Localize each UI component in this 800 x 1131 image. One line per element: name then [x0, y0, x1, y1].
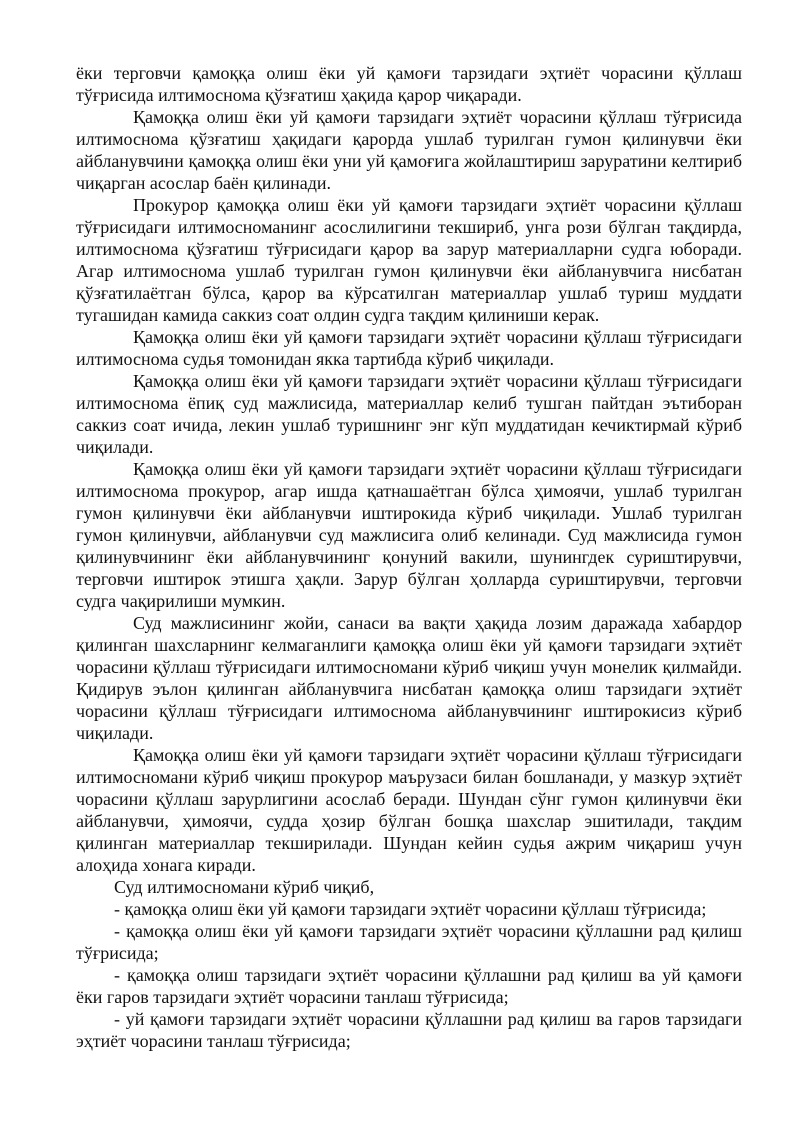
list-item: - қамоққа олиш ёки уй қамоғи тарзидаги эҳтиёт чорасини қўллашни рад қилиш тўғрисида; — [76, 921, 742, 963]
paragraph-continuation: ёки терговчи қамоққа олиш ёки уй қамоғи тарзидаги эҳтиёт чорасини қўллаш тўғрисида илтимоснома қўзғатиш ҳақида қарор чиқаради. — [76, 63, 742, 105]
list-item: - қамоққа олиш тарзидаги эҳтиёт чорасини қўллашни рад қилиш ва уй қамоғи ёки гаров тарзидаги эҳтиёт чорасини танлаш тўғрисида; — [76, 965, 742, 1007]
paragraph: Қамоққа олиш ёки уй қамоғи тарзидаги эҳтиёт чорасини қўллаш тўғрисидаги илтимоснома прокурор, агар ишда қатнашаётган бўлса ҳимоячи, ушлаб турилган гумон қилинувчи ёки айбланувчи иштирокида кўриб чиқилади. Ушлаб турилган гумон қилинувчи, айбланувчи суд мажлисига олиб келинади. Суд мажлисида гумон қилинувчининг ёки айбланувчининг қонуний вакили, шунингдек суриштирувчи, терговчи иштирок этишга ҳақли. Зарур бўлган ҳолларда суриштирувчи, терговчи судга чақирилиши мумкин. — [76, 459, 742, 611]
list-lead-in: Суд илтимосномани кўриб чиқиб, — [114, 877, 375, 897]
paragraph: Прокурор қамоққа олиш ёки уй қамоғи тарзидаги эҳтиёт чорасини қўллаш тўғрисидаги илтимосноманинг асослилигини текшириб, унга рози бўлган тақдирда, илтимоснома қўзғатиш тўғрисидаги қарор ва зарур материалларни судга юборади. Агар илтимоснома ушлаб турилган гумон қилинувчи ёки айбланувчига нисбатан қўзғатилаётган бўлса, қарор ва кўрсатилган материаллар ушлаб туриш муддати тугашидан камида саккиз соат олдин судга тақдим қилиниши керак. — [76, 195, 742, 325]
paragraph: Қамоққа олиш ёки уй қамоғи тарзидаги эҳтиёт чорасини қўллаш тўғрисидаги илтимоснома судья томонидан якка тартибда кўриб чиқилади. — [76, 327, 742, 369]
paragraph: Қамоққа олиш ёки уй қамоғи тарзидаги эҳтиёт чорасини қўллаш тўғрисидаги илтимосномани кўриб чиқиш прокурор маърузаси билан бошланади, у мазкур эҳтиёт чорасини қўллаш зарурлигини асослаб беради. Шундан сўнг гумон қилинувчи ёки айбланувчи, ҳимоячи, судда ҳозир бўлган бошқа шахслар эшитилади, тақдим қилинган материаллар текширилади. Шундан кейин судья ажрим чиқариш учун алоҳида хонага киради. — [76, 745, 742, 875]
list-item: - қамоққа олиш ёки уй қамоғи тарзидаги эҳтиёт чорасини қўллаш тўғрисида; — [114, 899, 707, 919]
paragraph: Қамоққа олиш ёки уй қамоғи тарзидаги эҳтиёт чорасини қўллаш тўғрисида илтимоснома қўзғатиш ҳақидаги қарорда ушлаб турилган гумон қилинувчи ёки айбланувчини қамоққа олиш ёки уни уй қамоғига жойлаштириш заруратини келтириб чиқарган асослар баён қилинади. — [76, 107, 742, 193]
document-page — [76, 62, 742, 1052]
paragraph: Суд мажлисининг жойи, санаси ва вақти ҳақида лозим даражада хабардор қилинган шахсларнинг келмаганлиги қамоққа олиш ёки уй қамоғи тарзидаги эҳтиёт чорасини қўллаш тўғрисидаги илтимосномани кўриб чиқиш учун монелик қилмайди. Қидирув эълон қилинган айбланувчига нисбатан қамоққа олиш тарзидаги эҳтиёт чорасини қўллаш тўғрисидаги илтимоснома айбланувчининг иштирокисиз кўриб чиқилади. — [76, 613, 742, 743]
paragraph: Қамоққа олиш ёки уй қамоғи тарзидаги эҳтиёт чорасини қўллаш тўғрисидаги илтимоснома ёпиқ суд мажлисида, материаллар келиб тушган пайтдан эътиборан саккиз соат ичида, лекин ушлаб туришнинг энг кўп муддатидан кечиктирмай кўриб чиқилади. — [76, 371, 742, 457]
list-item: - уй қамоғи тарзидаги эҳтиёт чорасини қўллашни рад қилиш ва гаров тарзидаги эҳтиёт чорасини танлаш тўғрисида; — [76, 1009, 742, 1051]
